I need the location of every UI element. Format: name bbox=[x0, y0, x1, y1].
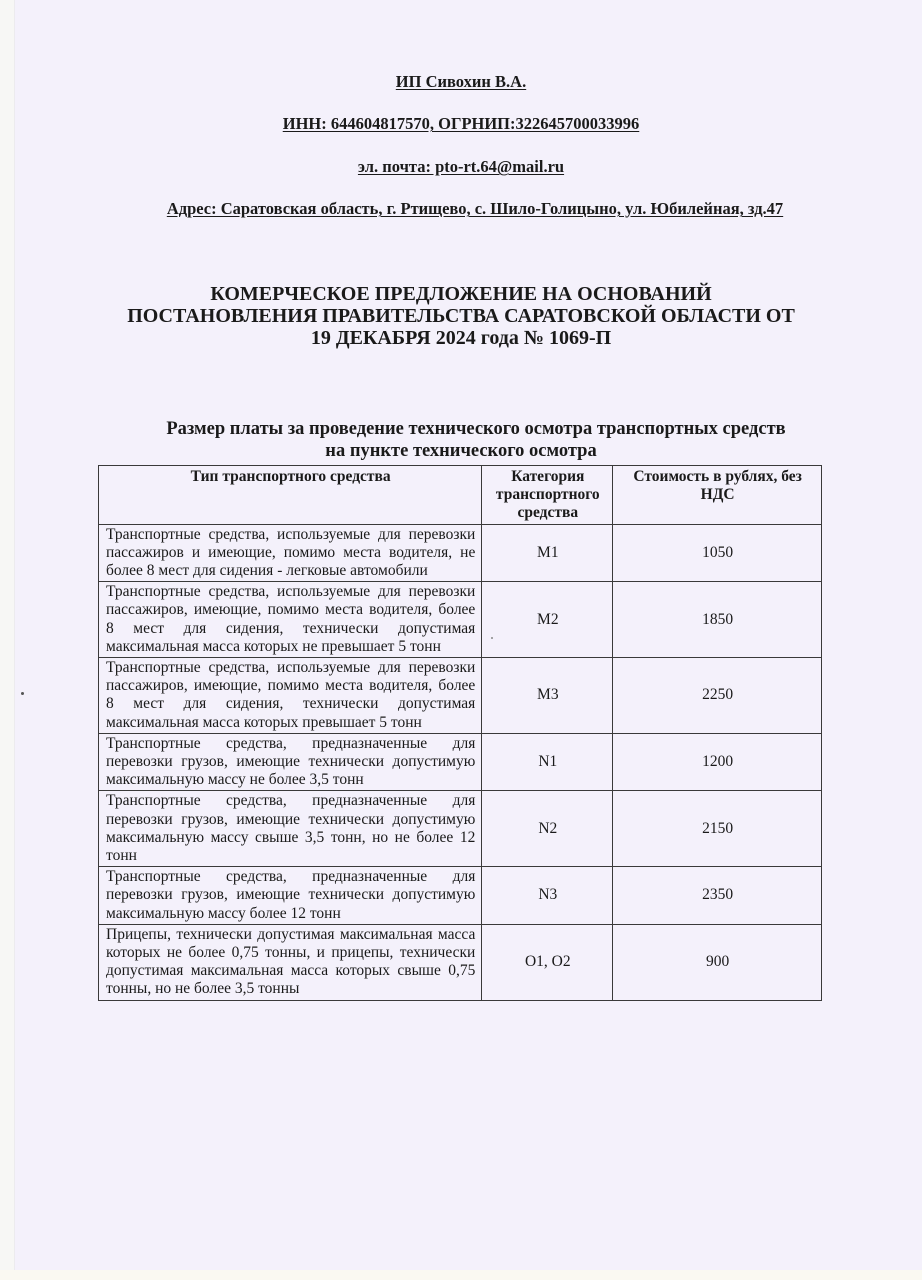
document-title bbox=[0, 283, 922, 349]
title-line: ПОСТАНОВЛЕНИЯ ПРАВИТЕЛЬСТВА САРАТОВСКОЙ ОБЛАСТИ ОТ bbox=[127, 305, 795, 327]
category-cell: M3 bbox=[482, 658, 613, 734]
email-line: эл. почта: pto-rt.64@mail.ru bbox=[357, 157, 565, 176]
vehicle-type-cell: Транспортные средства, предназначенные для перевозки грузов, имеющие технически допустимую максимальную массу не более 3,5 тонн bbox=[99, 733, 482, 791]
entrepreneur-name: ИП Сивохин В.А. bbox=[395, 72, 527, 91]
header-vehicle-type: Тип транспортного средства bbox=[99, 466, 482, 525]
vehicle-type-cell: Транспортные средства, предназначенные для перевозки грузов, имеющие технически допустимую максимальную массу более 12 тонн bbox=[99, 867, 482, 925]
vehicle-type-cell: Транспортные средства, используемые для перевозки пассажиров и имеющие, помимо места водителя, не более 8 мест для сидения - легковые автомобили bbox=[99, 524, 482, 582]
scan-speck bbox=[21, 692, 24, 695]
vehicle-type-cell: Прицепы, технически допустимая максимальная масса которых не более 0,75 тонны, и прицепы, технически допустимая максимальная масса которых свыше 0,75 тонны, но не более 3,5 тонны bbox=[99, 924, 482, 1000]
category-cell: M1 bbox=[482, 524, 613, 582]
price-cell: 1050 bbox=[613, 524, 822, 582]
caption-line: Размер платы за проведение технического осмотра транспортных средств bbox=[166, 419, 786, 439]
category-cell: N3 bbox=[482, 867, 613, 925]
price-cell: 900 bbox=[613, 924, 822, 1000]
scan-edge bbox=[0, 0, 15, 1280]
table-row bbox=[99, 524, 822, 582]
title-line: КОМЕРЧЕСКОЕ ПРЕДЛОЖЕНИЕ НА ОСНОВАНИЙ bbox=[210, 283, 712, 305]
table-row bbox=[99, 867, 822, 925]
title-line: 19 ДЕКАБРЯ 2024 года № 1069-П bbox=[310, 327, 612, 349]
table-row bbox=[99, 924, 822, 1000]
category-cell: M2 bbox=[482, 582, 613, 658]
table-row bbox=[99, 658, 822, 734]
header-price: Стоимость в рублях, без НДС bbox=[613, 466, 822, 525]
table-row bbox=[99, 791, 822, 867]
category-cell: N1 bbox=[482, 733, 613, 791]
vehicle-type-cell: Транспортные средства, используемые для перевозки пассажиров, имеющие, помимо места водителя, более 8 мест для сидения, технически допустимая максимальная масса которых не превышает 5 тонн bbox=[99, 582, 482, 658]
table-row bbox=[99, 582, 822, 658]
vehicle-type-cell: Транспортные средства, предназначенные для перевозки грузов, имеющие технически допустимую максимальную массу свыше 3,5 тонн, но не более 12 тонн bbox=[99, 791, 482, 867]
price-cell: 2250 bbox=[613, 658, 822, 734]
registration-numbers: ИНН: 644604817570, ОГРНИП:322645700033996 bbox=[282, 114, 640, 133]
category-cell: O1, O2 bbox=[482, 924, 613, 1000]
header-vehicle-category: Категория транспортного средства bbox=[482, 466, 613, 525]
table-caption bbox=[0, 418, 922, 462]
caption-line: на пункте технического осмотра bbox=[325, 441, 597, 461]
table-header-row bbox=[99, 466, 822, 525]
scan-edge-bottom bbox=[0, 1270, 922, 1280]
table-row bbox=[99, 733, 822, 791]
vehicle-type-cell: Транспортные средства, используемые для перевозки пассажиров, имеющие, помимо места водителя, более 8 мест для сидения, технически допустимая максимальная масса которых превышает 5 тонн bbox=[99, 658, 482, 734]
price-cell: 1850 bbox=[613, 582, 822, 658]
price-cell: 1200 bbox=[613, 733, 822, 791]
price-cell: 2150 bbox=[613, 791, 822, 867]
price-cell: 2350 bbox=[613, 867, 822, 925]
address-line: Адрес: Саратовская область, г. Ртищево, с. Шило-Голицыно, ул. Юбилейная, зд.47 bbox=[166, 199, 784, 218]
category-cell: N2 bbox=[482, 791, 613, 867]
fee-table bbox=[98, 465, 822, 1001]
